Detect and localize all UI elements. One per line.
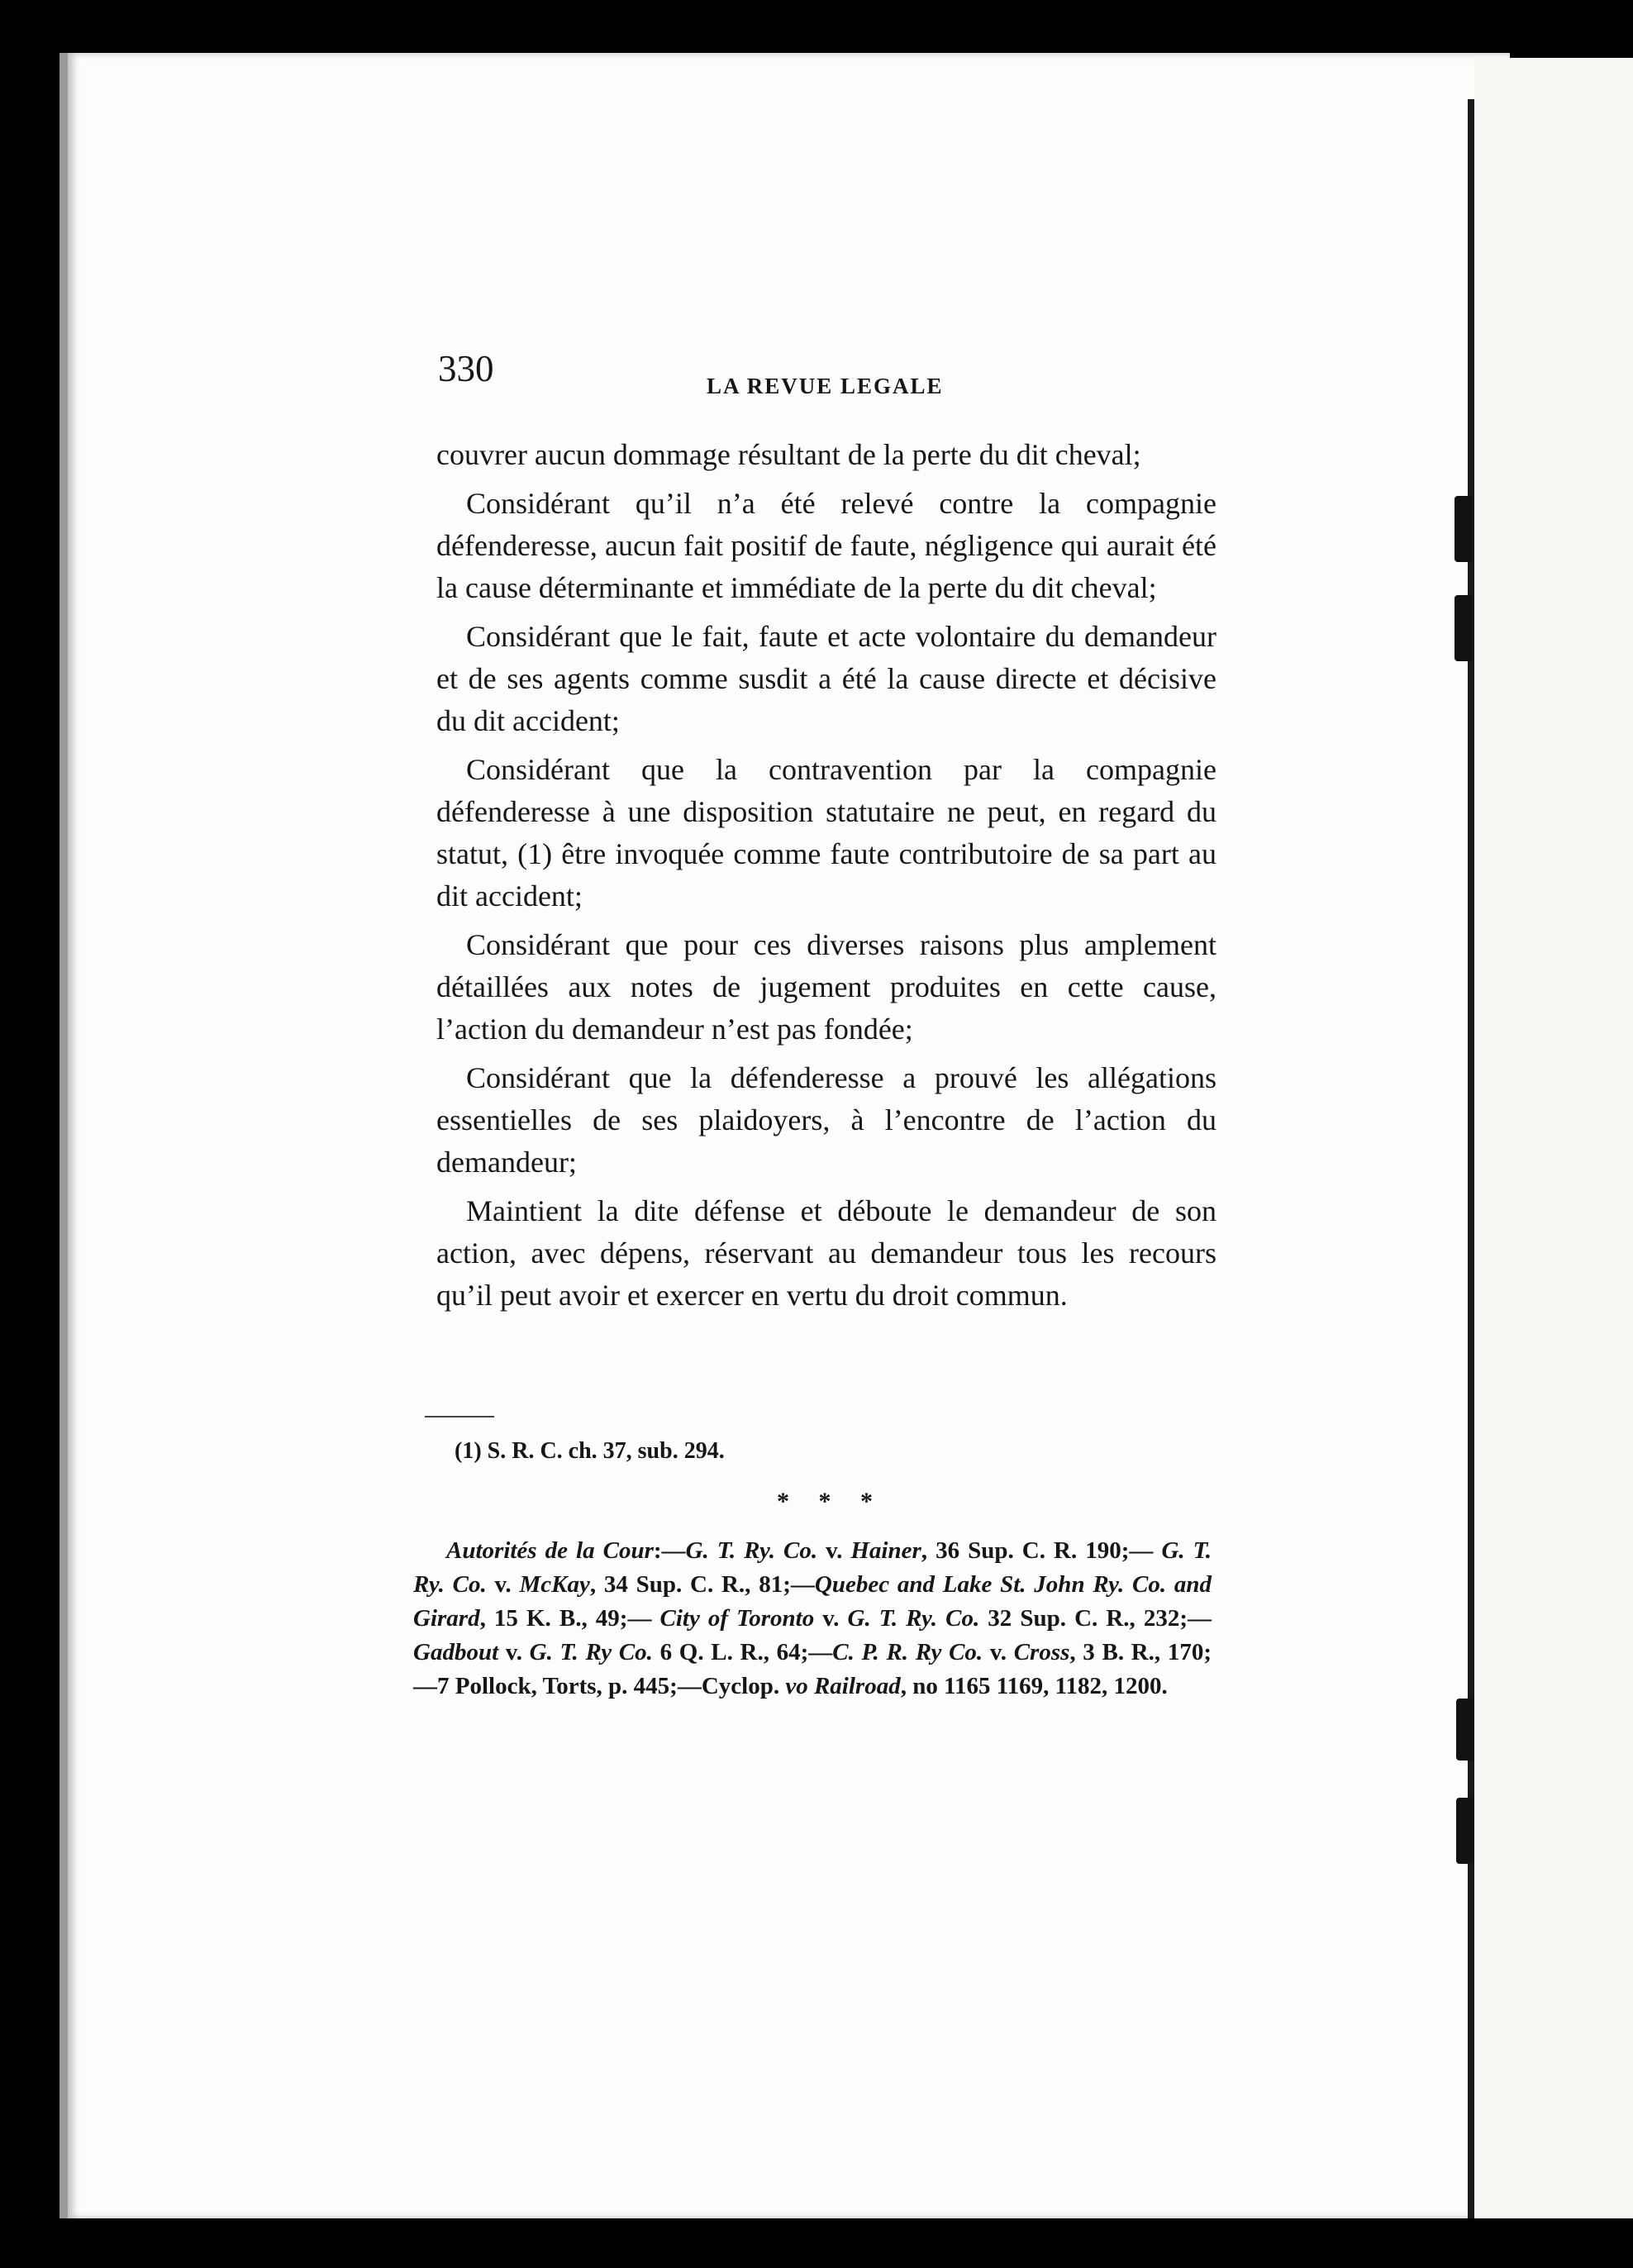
citation-text: , 34 Sup. C. R., 81;— (589, 1571, 815, 1598)
citation-text: v. (983, 1639, 1014, 1665)
citation-italic: G. T. Ry. Co. (413, 1537, 1212, 1598)
citation-italic: Cross (1013, 1639, 1070, 1665)
binding-clip-4 (1456, 1798, 1474, 1864)
paragraph: Considérant que la défenderesse a prouvé les allégations essentielles de ses plaidoyers, à l’encontre de l’action du demandeur; (436, 1061, 1216, 1179)
facing-page-edge (1474, 58, 1633, 2218)
citation-italic: Autorités de la Cour (446, 1537, 654, 1564)
authorities-citations (413, 1534, 1212, 1703)
paragraph: Considérant que la contravention par la compagnie défenderesse à une disposition statutaire ne peut, en regard du statut, (1) être invoquée comme faute contributoire de sa part au dit accident; (436, 753, 1216, 912)
citation-text: 32 Sup. C. R., 232;— (979, 1605, 1212, 1632)
citation-text: , 15 K. B., 49;— (479, 1605, 660, 1632)
paragraph: Considérant que le fait, faute et acte volontaire du demandeur et de ses agents comme susdit a été la cause directe et décisive du dit accident; (436, 620, 1216, 737)
footnote: (1) S. R. C. ch. 37, sub. 294. (455, 1438, 725, 1464)
page-fold-shadow (1468, 99, 1474, 2218)
citation-italic: C. P. R. Ry Co. (832, 1639, 983, 1665)
footnote-rule (425, 1416, 494, 1418)
citation-italic: G. T. Ry. Co. (685, 1537, 818, 1564)
running-title: LA REVUE LEGALE (707, 374, 944, 398)
binding-clip-2 (1454, 595, 1473, 661)
judgment-text (436, 434, 1216, 1323)
citation-italic: Gadbout (413, 1639, 499, 1665)
citation-italic: McKay (519, 1571, 590, 1598)
paragraph: Considérant qu’il n’a été relevé contre la compagnie défenderesse, aucun fait positif de faute, négligence qui aurait été la cause déterminante et immédiate de la perte du dit cheval; (436, 487, 1216, 604)
citation-text: , 3 B. R., 170;—7 Pollock, Torts, p. 445;—Cyclop. (413, 1639, 1212, 1699)
section-separator: * * * (777, 1488, 884, 1515)
citation-text: , no 1165 1169, 1182, 1200. (900, 1673, 1168, 1699)
page-number: 330 (438, 348, 494, 389)
paragraph: Considérant que pour ces diverses raisons plus amplement détaillées aux notes de jugement produites en cette cause, l’action du demandeur n’est pas fondée; (436, 928, 1216, 1046)
citation-italic: G. T. Ry Co. (529, 1639, 653, 1665)
citation-italic: G. T. Ry. Co. (847, 1605, 980, 1632)
citation-text: 6 Q. L. R., 64;— (652, 1639, 833, 1665)
citation-text: v. (814, 1605, 848, 1632)
citation-text: v. (498, 1639, 530, 1665)
citation-italic: Quebec and Lake St. John Ry. Co. and Girard (413, 1571, 1212, 1632)
citation-text: v. (486, 1571, 520, 1598)
binding-clip-3 (1456, 1699, 1474, 1761)
binding-clip-1 (1454, 496, 1473, 562)
citation-italic: vo Railroad (785, 1673, 901, 1699)
citation-italic: City of Toronto (659, 1605, 815, 1632)
citation-text: v. (817, 1537, 851, 1564)
citation-italic: Hainer (850, 1537, 921, 1564)
citation-text: :— (653, 1537, 686, 1564)
citation-text: , 36 Sup. C. R. 190;— (921, 1537, 1162, 1564)
paragraph: Maintient la dite défense et déboute le demandeur de son action, avec dépens, réservant au demandeur tous les recours qu’il peut avoir et exercer en vertu du droit commun. (436, 1194, 1216, 1312)
paragraph: couvrer aucun dommage résultant de la perte du dit cheval; (436, 438, 1141, 471)
